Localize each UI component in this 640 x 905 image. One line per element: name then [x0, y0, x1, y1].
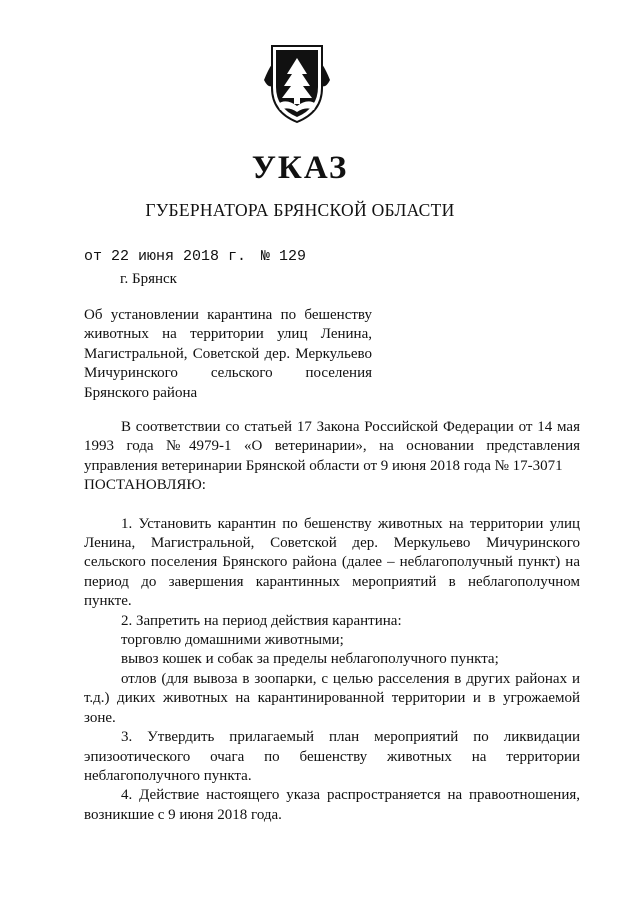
document-date-line: [84, 248, 307, 265]
document-city: г. Брянск: [120, 271, 177, 287]
item-2a-paragraph: торговлю домашними животными;: [121, 632, 344, 649]
document-number: № 129: [261, 248, 307, 265]
item-2-paragraph: 2. Запретить на период действия карантина:: [121, 612, 402, 629]
document-date: от 22 июня 2018 г.: [84, 248, 247, 265]
document-issuer: ГУБЕРНАТОРА БРЯНСКОЙ ОБЛАСТИ: [145, 200, 455, 220]
document-body: [84, 418, 580, 825]
document-title: УКАЗ: [251, 150, 349, 186]
coat-of-arms-emblem: [264, 40, 330, 126]
item-2c-paragraph: отлов (для вывоза в зоопарки, с целью расселения в других районах и т.д.) диких животных на карантинированной территории и в угрожаемой зоне.: [84, 670, 580, 726]
decree-word: ПОСТАНОВЛЯЮ:: [84, 477, 206, 494]
item-2b-paragraph: вывоз кошек и собак за пределы неблагополучного пункта;: [121, 651, 499, 668]
preamble-paragraph: В соответствии со статьей 17 Закона Российской Федерации от 14 мая 1993 года №4979-1 «О ветеринарии», на основании представления управления ветеринарии Брянской области от 9 июня 2018 года № 17-3071: [84, 419, 580, 474]
document-subject: Об установлении карантина по бешенству животных на территории улиц Ленина, Магистральной, Советской дер. Меркульево Мичуринского сельского поселения Брянского района: [84, 307, 372, 401]
item-3-paragraph: 3. Утвердить прилагаемый план мероприятий по ликвидации эпизоотического очага по бешенству животных на территории неблагополучного пункта.: [84, 729, 580, 784]
item-4-paragraph: 4. Действие настоящего указа распространяется на правоотношения, возникшие с 9 июня 2018 года.: [84, 787, 580, 823]
item-1-paragraph: 1. Установить карантин по бешенству животных на территории улиц Ленина, Магистральной, Советской дер. Меркульево Мичуринского сельского поселения Брянского района (далее – неблагополучный пункт) на период до завершения карантинных мероприятий в неблагополучном пункте.: [84, 515, 580, 610]
